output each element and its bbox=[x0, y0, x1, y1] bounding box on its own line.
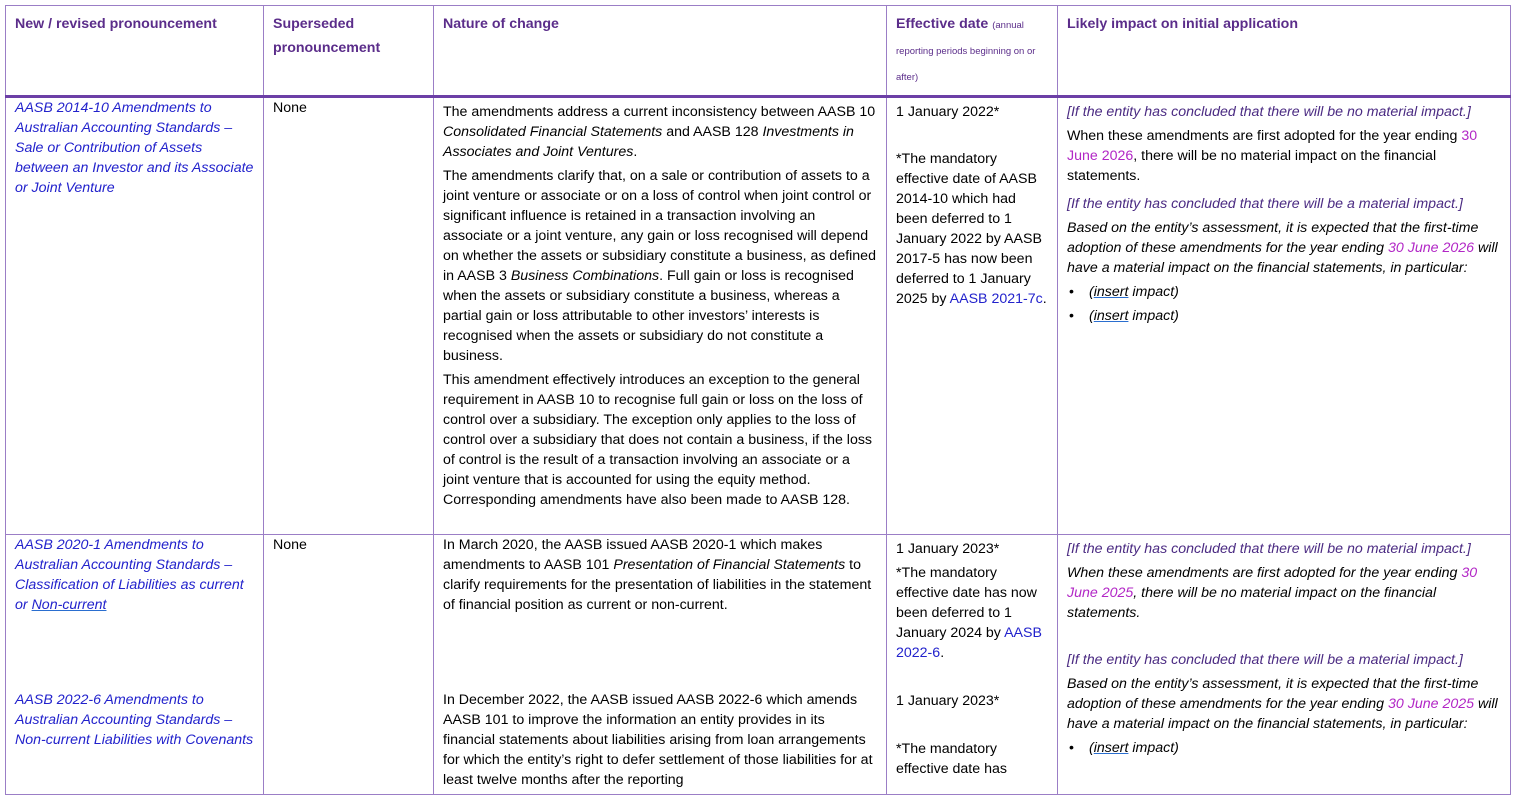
aasb-2021-7c-link[interactable]: AASB 2021-7c bbox=[949, 291, 1043, 307]
effective-date-note: *The mandatory effective date has bbox=[896, 741, 1007, 777]
effective-date: 1 January 2022* bbox=[896, 104, 1000, 120]
nature-paragraph: This amendment effectively introduces an exception to the general requirement in AASB 10 to recognise full gain or loss on the loss of control over a subsidiary. The exception only applies to the loss of control over a subsidiary that does not contain a business, if the loss of control is the result of a transaction involving an associate or a joint venture that is accounted for using the equity method. Corresponding amendments have also been made to AASB 128. bbox=[443, 372, 873, 508]
pronouncement-link[interactable]: AASB 2014-10 Amendments to Australian Accounting Standards – Sale or Contribution of Assets between an Investor and its Associate or Joint Venture bbox=[15, 100, 254, 196]
impact-paragraph: Based on the entity’s assessment, it is expected that the first-time adoption of these amendments for the year ending 30 June 2025 will have a material impact on the financial statements, in particular: bbox=[1067, 676, 1498, 732]
nature-paragraph: The amendments address a current inconsistency between AASB 10 Consolidated Financial Statements and AASB 128 Investments in Associates and Joint Ventures. bbox=[443, 104, 876, 160]
instruction-material-impact: [If the entity has concluded that there will be a material impact.] bbox=[1067, 652, 1463, 668]
nature-paragraph: The amendments clarify that, on a sale or contribution of assets to a joint venture or associate or on a loss of control when joint control or significant influence is retained in a transaction involving an associate or a joint venture, any gain or loss recognised will depend on whether the assets or subsidiary constitute a business, as defined in AASB 3 Business Combinations. Full gain or loss is recognised when the assets or subsidiary constitute a business, whereas a partial gain or loss attributable to other investors’ interests is recognised when the assets or subsidiary do not constitute a business. bbox=[443, 168, 876, 364]
effective-date: 1 January 2023* bbox=[896, 541, 1000, 557]
header-effective-date-note: (annual reporting periods beginning on or after) bbox=[896, 20, 1036, 83]
instruction-material-impact: [If the entity has concluded that there will be a material impact.] bbox=[1067, 196, 1463, 212]
pronouncements-table bbox=[5, 5, 1511, 795]
nature-cell bbox=[434, 97, 887, 535]
list-item: • (insert impact) bbox=[1089, 306, 1502, 326]
impact-bullets bbox=[1067, 738, 1502, 758]
instruction-no-impact: [If the entity has concluded that there will be no material impact.] bbox=[1067, 541, 1471, 557]
aasb-2022-6-link[interactable]: AASB 2022-6 bbox=[896, 625, 1042, 661]
header-new-pronouncement: New / revised pronouncement bbox=[6, 6, 264, 97]
impact-paragraph: When these amendments are first adopted for the year ending 30 June 2025, there will be no material impact on the financial statements. bbox=[1067, 565, 1478, 621]
table-row bbox=[6, 97, 1511, 535]
list-item: • (insert impact) bbox=[1089, 282, 1502, 302]
nature-cell bbox=[434, 535, 887, 795]
pronouncement-cell bbox=[6, 97, 264, 535]
impact-cell bbox=[1058, 535, 1511, 795]
header-likely-impact: Likely impact on initial application bbox=[1058, 6, 1511, 97]
impact-paragraph: When these amendments are first adopted for the year ending 30 June 2026, there will be no material impact on the financial statements. bbox=[1067, 128, 1478, 184]
header-nature-of-change: Nature of change bbox=[434, 6, 887, 97]
header-effective-date: Effective date (annual reporting periods beginning on or after) bbox=[887, 6, 1058, 97]
effective-date: 1 January 2023* bbox=[896, 693, 1000, 709]
impact-bullets bbox=[1067, 282, 1502, 326]
nature-paragraph: In March 2020, the AASB issued AASB 2020-1 which makes amendments to AASB 101 Presentation of Financial Statements to clarify requirements for the presentation of liabilities in the statement of financial position as current or non-current. bbox=[443, 537, 872, 613]
table-row bbox=[6, 535, 1511, 795]
impact-paragraph: Based on the entity’s assessment, it is expected that the first-time adoption of these amendments for the year ending 30 June 2026 will have a material impact on the financial statements, in particular: bbox=[1067, 220, 1498, 276]
effective-date-note: *The mandatory effective date of AASB 2014-10 which had been deferred to 1 January 2022 by AASB 2017-5 has now been deferred to 1 January 2025 by AASB 2021-7c. bbox=[896, 151, 1047, 307]
header-row bbox=[6, 6, 1511, 97]
pronouncement-cell bbox=[6, 535, 264, 795]
effective-date-note: *The mandatory effective date has now been deferred to 1 January 2024 by AASB 2022-6. bbox=[896, 565, 1042, 661]
header-superseded: Superseded pronouncement bbox=[264, 6, 434, 97]
superseded-cell: None bbox=[264, 97, 434, 535]
nature-paragraph: In December 2022, the AASB issued AASB 2022-6 which amends AASB 101 to improve the information an entity provides in its financial statements about liabilities arising from loan arrangements for which the entity’s right to defer settlement of those liabilities for at least twelve months after the reporting bbox=[443, 692, 873, 788]
effective-date-cell bbox=[887, 97, 1058, 535]
pronouncement-link[interactable]: AASB 2022-6 Amendments to Australian Accounting Standards – Non-current Liabilities with Covenants bbox=[15, 692, 254, 748]
pronouncement-link[interactable]: AASB 2020-1 Amendments to Australian Accounting Standards – Classification of Liabilities as current or Non-current bbox=[15, 537, 244, 613]
impact-cell bbox=[1058, 97, 1511, 535]
superseded-cell: None bbox=[264, 535, 434, 795]
list-item: • (insert impact) bbox=[1089, 738, 1502, 758]
instruction-no-impact: [If the entity has concluded that there will be no material impact.] bbox=[1067, 104, 1471, 120]
effective-date-cell bbox=[887, 535, 1058, 795]
